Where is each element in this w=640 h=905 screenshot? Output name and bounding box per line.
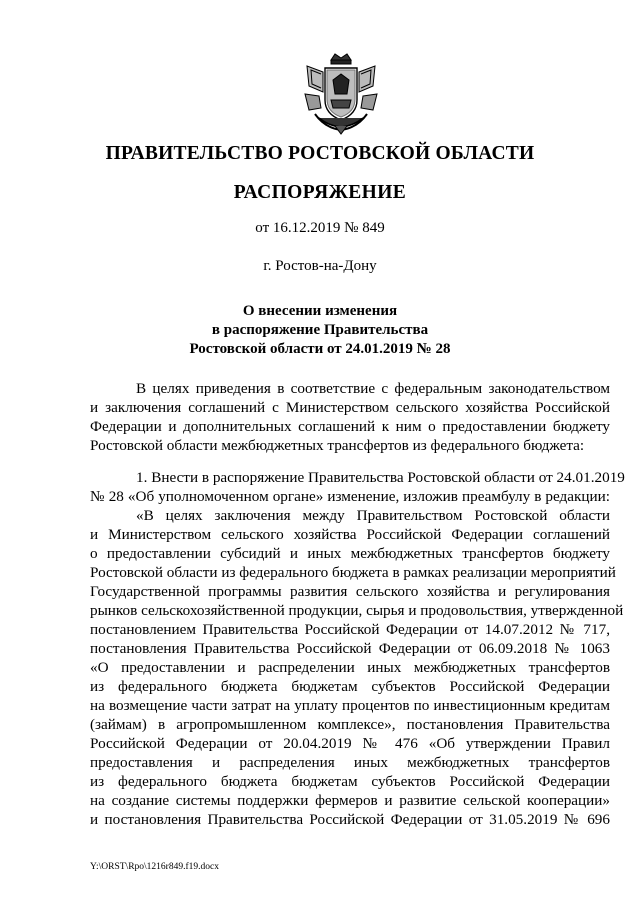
subject-line: О внесении изменения	[242, 303, 398, 319]
text-line: 1. Внести в распоряжение Правительства Ростовской области от 24.01.2019	[136, 469, 625, 486]
paragraph-new-preamble	[90, 506, 624, 829]
text-line: «О предоставлении и распределении иных межбюджетных трансфертов	[90, 659, 610, 676]
file-path-footer: Y:\ORST\Rpo\1216r849.f19.docx	[90, 862, 219, 872]
coat-of-arms-icon	[301, 52, 381, 137]
text-line: на возмещение части затрат на уплату процентов по инвестиционным кредитам	[90, 697, 610, 714]
text-line: и заключения соглашений с Министерством сельского хозяйства Российской	[90, 399, 610, 416]
text-line: Федерации и дополнительных соглашений к ним о предоставлении бюджету	[90, 418, 610, 435]
text-line: Государственной программы развития сельского хозяйства и регулирования	[90, 583, 610, 600]
document-subject	[0, 302, 640, 359]
paragraph-item-1	[90, 468, 625, 506]
text-line: Ростовской области межбюджетных трансфертов из федерального бюджета:	[90, 437, 585, 454]
text-line: и Министерством сельского хозяйства Российской Федерации соглашений	[90, 526, 610, 543]
text-line: предоставления и распределения иных межбюджетных трансфертов	[90, 754, 610, 771]
subject-line: Ростовской области от 24.01.2019 № 28	[189, 341, 451, 357]
text-line: постановления Правительства Российской Федерации от 06.09.2018 № 1063	[90, 640, 610, 657]
government-title: ПРАВИТЕЛЬСТВО РОСТОВСКОЙ ОБЛАСТИ	[105, 143, 535, 164]
subject-line: в распоряжение Правительства	[211, 322, 429, 338]
text-line: Российской Федерации от 20.04.2019 № 476 «Об утверждении Правил	[90, 735, 610, 752]
text-line: постановлением Правительства Российской Федерации от 14.07.2012 № 717,	[90, 621, 610, 638]
text-line: на создание системы поддержки фермеров и развитие сельской кооперации»	[90, 792, 610, 809]
text-line: из федерального бюджета бюджетам субъектов Российской Федерации	[90, 773, 610, 790]
text-line: рынков сельскохозяйственной продукции, сырья и продовольствия, утвержденной	[90, 602, 624, 619]
text-line: из федерального бюджета бюджетам субъектов Российской Федерации	[90, 678, 610, 695]
document-place: г. Ростов-на-Дону	[263, 258, 377, 274]
document-date-number: от 16.12.2019 № 849	[255, 220, 385, 236]
document-kind: РАСПОРЯЖЕНИЕ	[233, 182, 407, 203]
text-line: о предоставлении субсидий и иных межбюджетных трансфертов бюджету	[90, 545, 610, 562]
text-line: (займам) в агропромышленном комплексе», постановления Правительства	[90, 716, 610, 733]
text-line: и постановления Правительства Российской Федерации от 31.05.2019 № 696	[90, 811, 610, 828]
paragraph-preamble	[90, 379, 610, 455]
text-line: «В целях заключения между Правительством Ростовской области	[136, 507, 610, 524]
text-line: В целях приведения в соответствие с федеральным законодательством	[136, 380, 610, 397]
text-line: Ростовской области из федерального бюджета в рамках реализации мероприятий	[90, 564, 616, 581]
text-line: № 28 «Об уполномоченном органе» изменение, изложив преамбулу в редакции:	[90, 488, 610, 505]
document-body	[90, 379, 625, 829]
